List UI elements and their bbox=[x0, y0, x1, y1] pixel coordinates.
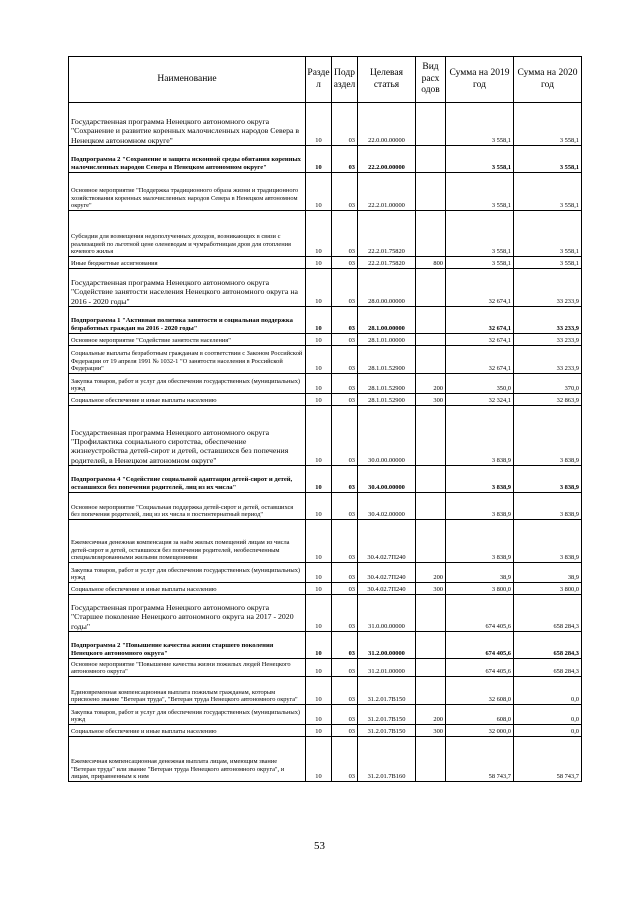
cell-target: 30.4.02.7П240 bbox=[358, 583, 416, 595]
table-row bbox=[69, 173, 582, 211]
cell-podrazdel: 03 bbox=[332, 257, 358, 269]
cell-podrazdel: 03 bbox=[332, 520, 358, 563]
cell-sum-2019: 3 838,9 bbox=[446, 466, 514, 493]
cell-sum-2020: 3 558,1 bbox=[514, 103, 582, 146]
cell-name: Подпрограмма 1 "Активная политика занятости и социальная поддержка безработных граждан на 2016 - 2020 годы" bbox=[69, 307, 306, 334]
cell-target: 22.2.01.75820 bbox=[358, 257, 416, 269]
cell-target: 31.2.01.7В150 bbox=[358, 725, 416, 737]
cell-sum-2020: 0,0 bbox=[514, 725, 582, 737]
cell-razdel: 10 bbox=[306, 677, 332, 705]
cell-vid bbox=[416, 595, 446, 632]
cell-sum-2020: 658 284,3 bbox=[514, 632, 582, 659]
cell-name: Подпрограмма 2 "Повышение качества жизни старшего поколения Ненецкого автономного округа" bbox=[69, 632, 306, 659]
table-body bbox=[69, 103, 582, 782]
cell-sum-2019: 3 558,1 bbox=[446, 257, 514, 269]
cell-sum-2020: 3 558,1 bbox=[514, 257, 582, 269]
cell-sum-2020: 370,0 bbox=[514, 374, 582, 394]
cell-sum-2019: 3 558,1 bbox=[446, 146, 514, 173]
cell-sum-2019: 32 608,0 bbox=[446, 677, 514, 705]
cell-target: 28.0.00.00000 bbox=[358, 269, 416, 307]
cell-sum-2019: 58 743,7 bbox=[446, 737, 514, 782]
cell-target: 30.4.02.7П240 bbox=[358, 520, 416, 563]
cell-podrazdel: 03 bbox=[332, 346, 358, 374]
cell-vid bbox=[416, 737, 446, 782]
table-row bbox=[69, 346, 582, 374]
cell-razdel: 10 bbox=[306, 520, 332, 563]
cell-name: Государственная программа Ненецкого автономного округа "Сохранение и развитие коренных малочисленных народов Севера в Ненецком автономном округе" bbox=[69, 103, 306, 146]
cell-razdel: 10 bbox=[306, 346, 332, 374]
cell-sum-2019: 674 405,6 bbox=[446, 595, 514, 632]
cell-name: Закупка товаров, работ и услуг для обеспечения государственных (муниципальных) нужд bbox=[69, 705, 306, 725]
header-target: Целевая статья bbox=[358, 57, 416, 103]
table-row bbox=[69, 493, 582, 520]
cell-razdel: 10 bbox=[306, 583, 332, 595]
table-row bbox=[69, 520, 582, 563]
cell-name: Субсидии для возмещения недополученных доходов, возникающих в связи с реализацией по льготной цене оленеводам и чумработницам дров для отопления кочевого жилья bbox=[69, 211, 306, 257]
cell-target: 22.2.01.75820 bbox=[358, 211, 416, 257]
cell-sum-2020: 0,0 bbox=[514, 677, 582, 705]
cell-vid: 800 bbox=[416, 257, 446, 269]
cell-target: 28.1.01.52900 bbox=[358, 374, 416, 394]
cell-podrazdel: 03 bbox=[332, 394, 358, 406]
cell-name: Основное мероприятие "Поддержка традиционного образа жизни и традиционного хозяйствования коренных малочисленных народов Севера в Ненецком автономном округе" bbox=[69, 173, 306, 211]
table-header-row bbox=[69, 57, 582, 103]
cell-vid bbox=[416, 103, 446, 146]
cell-sum-2019: 3 558,1 bbox=[446, 103, 514, 146]
cell-podrazdel: 03 bbox=[332, 334, 358, 346]
cell-sum-2019: 32 674,1 bbox=[446, 307, 514, 334]
cell-sum-2020: 33 233,9 bbox=[514, 269, 582, 307]
cell-razdel: 10 bbox=[306, 257, 332, 269]
cell-name: Закупка товаров, работ и услуг для обеспечения государственных (муниципальных) нужд bbox=[69, 374, 306, 394]
cell-sum-2019: 3 800,0 bbox=[446, 583, 514, 595]
cell-razdel: 10 bbox=[306, 493, 332, 520]
cell-target: 22.2.00.00000 bbox=[358, 146, 416, 173]
cell-razdel: 10 bbox=[306, 632, 332, 659]
cell-target: 28.1.00.00000 bbox=[358, 307, 416, 334]
cell-sum-2020: 33 233,9 bbox=[514, 307, 582, 334]
header-sum-2020: Сумма на 2020 год bbox=[514, 57, 582, 103]
cell-sum-2020: 3 558,1 bbox=[514, 146, 582, 173]
cell-podrazdel: 03 bbox=[332, 211, 358, 257]
table-row bbox=[69, 146, 582, 173]
cell-podrazdel: 03 bbox=[332, 173, 358, 211]
cell-vid bbox=[416, 677, 446, 705]
cell-sum-2019: 350,0 bbox=[446, 374, 514, 394]
table-row bbox=[69, 374, 582, 394]
page-number: 53 bbox=[314, 840, 325, 852]
cell-razdel: 10 bbox=[306, 705, 332, 725]
table-row bbox=[69, 705, 582, 725]
cell-sum-2019: 608,0 bbox=[446, 705, 514, 725]
table-row bbox=[69, 334, 582, 346]
cell-name: Государственная программа Ненецкого автономного округа "Содействие занятости населения Ненецкого автономного округа на 2016 - 2020 годы" bbox=[69, 269, 306, 307]
cell-podrazdel: 03 bbox=[332, 406, 358, 466]
cell-sum-2019: 3 838,9 bbox=[446, 406, 514, 466]
cell-razdel: 10 bbox=[306, 146, 332, 173]
cell-podrazdel: 03 bbox=[332, 103, 358, 146]
cell-vid bbox=[416, 659, 446, 677]
cell-name: Государственная программа Ненецкого автономного округа "Старшее поколение Ненецкого автономного округа на 2017 - 2020 годы" bbox=[69, 595, 306, 632]
cell-target: 31.2.01.00000 bbox=[358, 659, 416, 677]
cell-vid bbox=[416, 466, 446, 493]
cell-sum-2020: 32 863,9 bbox=[514, 394, 582, 406]
cell-sum-2019: 32 674,1 bbox=[446, 269, 514, 307]
cell-razdel: 10 bbox=[306, 334, 332, 346]
cell-name: Ежемесячная денежная компенсация за наём жилых помещений лицам из числа детей-сирот и детей, оставшихся без попечения родителей, необеспеченным специализированными жилыми помещениями bbox=[69, 520, 306, 563]
cell-podrazdel: 03 bbox=[332, 466, 358, 493]
cell-sum-2020: 38,9 bbox=[514, 563, 582, 583]
cell-name: Основное мероприятие "Содействие занятости населения" bbox=[69, 334, 306, 346]
cell-podrazdel: 03 bbox=[332, 307, 358, 334]
cell-target: 31.2.01.7В150 bbox=[358, 677, 416, 705]
cell-sum-2019: 32 674,1 bbox=[446, 334, 514, 346]
table-row bbox=[69, 737, 582, 782]
cell-vid: 300 bbox=[416, 583, 446, 595]
cell-podrazdel: 03 bbox=[332, 595, 358, 632]
cell-vid bbox=[416, 346, 446, 374]
cell-sum-2020: 3 558,1 bbox=[514, 211, 582, 257]
header-section: Разде л bbox=[306, 57, 332, 103]
cell-razdel: 10 bbox=[306, 374, 332, 394]
cell-podrazdel: 03 bbox=[332, 493, 358, 520]
cell-target: 30.4.00.00000 bbox=[358, 466, 416, 493]
cell-sum-2020: 3 838,9 bbox=[514, 493, 582, 520]
cell-name: Государственная программа Ненецкого автономного округа "Профилактика социального сиротства, обеспечение жизнеустройства детей-сирот и детей, оставшихся без попечения родителей, в Ненецком автономном округе" bbox=[69, 406, 306, 466]
cell-target: 31.0.00.00000 bbox=[358, 595, 416, 632]
cell-razdel: 10 bbox=[306, 737, 332, 782]
cell-sum-2019: 32 324,1 bbox=[446, 394, 514, 406]
cell-sum-2020: 3 838,9 bbox=[514, 520, 582, 563]
cell-name: Социальные выплаты безработным гражданам в соответствии с Законом Российской Федерации от 19 апреля 1991 № 1032-1 "О занятости населения в Российской Федерации" bbox=[69, 346, 306, 374]
cell-vid bbox=[416, 307, 446, 334]
cell-razdel: 10 bbox=[306, 269, 332, 307]
cell-target: 30.4.02.00000 bbox=[358, 493, 416, 520]
header-sum-2019: Сумма на 2019 год bbox=[446, 57, 514, 103]
cell-sum-2019: 3 838,9 bbox=[446, 520, 514, 563]
cell-sum-2019: 674 405,6 bbox=[446, 659, 514, 677]
cell-sum-2019: 32 000,0 bbox=[446, 725, 514, 737]
cell-razdel: 10 bbox=[306, 725, 332, 737]
table-row bbox=[69, 466, 582, 493]
table-row bbox=[69, 307, 582, 334]
table-row bbox=[69, 269, 582, 307]
cell-name: Иные бюджетные ассигнования bbox=[69, 257, 306, 269]
cell-target: 31.2.01.7В150 bbox=[358, 705, 416, 725]
cell-razdel: 10 bbox=[306, 211, 332, 257]
cell-razdel: 10 bbox=[306, 466, 332, 493]
cell-sum-2020: 0,0 bbox=[514, 705, 582, 725]
cell-razdel: 10 bbox=[306, 595, 332, 632]
cell-razdel: 10 bbox=[306, 563, 332, 583]
cell-target: 22.0.00.00000 bbox=[358, 103, 416, 146]
table-row bbox=[69, 563, 582, 583]
table-row bbox=[69, 583, 582, 595]
cell-name: Основное мероприятие "Социальная поддержка детей-сирот и детей, оставшихся без попечения родителей, лиц из их числа в постинтернатный период" bbox=[69, 493, 306, 520]
table-row bbox=[69, 725, 582, 737]
cell-vid bbox=[416, 406, 446, 466]
cell-vid: 200 bbox=[416, 374, 446, 394]
cell-sum-2020: 3 838,9 bbox=[514, 466, 582, 493]
cell-razdel: 10 bbox=[306, 406, 332, 466]
cell-sum-2020: 658 284,3 bbox=[514, 659, 582, 677]
cell-razdel: 10 bbox=[306, 103, 332, 146]
cell-vid: 300 bbox=[416, 394, 446, 406]
cell-vid bbox=[416, 334, 446, 346]
cell-name: Социальное обеспечение и иные выплаты населению bbox=[69, 725, 306, 737]
cell-sum-2019: 38,9 bbox=[446, 563, 514, 583]
cell-sum-2020: 33 233,9 bbox=[514, 334, 582, 346]
cell-razdel: 10 bbox=[306, 394, 332, 406]
cell-target: 30.4.02.7П240 bbox=[358, 563, 416, 583]
header-name: Наименование bbox=[69, 57, 306, 103]
table-row bbox=[69, 595, 582, 632]
cell-sum-2020: 3 838,9 bbox=[514, 406, 582, 466]
cell-sum-2020: 3 558,1 bbox=[514, 173, 582, 211]
table-row bbox=[69, 632, 582, 659]
cell-razdel: 10 bbox=[306, 659, 332, 677]
cell-vid bbox=[416, 493, 446, 520]
table-row bbox=[69, 257, 582, 269]
cell-target: 31.2.01.7В160 bbox=[358, 737, 416, 782]
cell-sum-2020: 3 800,0 bbox=[514, 583, 582, 595]
cell-name: Основное мероприятие "Повышение качества жизни пожилых людей Ненецкого автономного округа" bbox=[69, 659, 306, 677]
budget-table bbox=[68, 56, 582, 782]
cell-name: Закупка товаров, работ и услуг для обеспечения государственных (муниципальных) нужд bbox=[69, 563, 306, 583]
table-row bbox=[69, 394, 582, 406]
cell-sum-2019: 3 558,1 bbox=[446, 173, 514, 211]
cell-target: 30.0.00.00000 bbox=[358, 406, 416, 466]
cell-sum-2019: 3 558,1 bbox=[446, 211, 514, 257]
cell-podrazdel: 03 bbox=[332, 659, 358, 677]
cell-sum-2020: 33 233,9 bbox=[514, 346, 582, 374]
table-row bbox=[69, 103, 582, 146]
cell-podrazdel: 03 bbox=[332, 563, 358, 583]
cell-target: 31.2.00.00000 bbox=[358, 632, 416, 659]
cell-podrazdel: 03 bbox=[332, 705, 358, 725]
cell-vid bbox=[416, 269, 446, 307]
cell-podrazdel: 03 bbox=[332, 583, 358, 595]
cell-vid bbox=[416, 520, 446, 563]
cell-name: Социальное обеспечение и иные выплаты населению bbox=[69, 394, 306, 406]
cell-name: Ежемесячная компенсационная денежная выплата лицам, имеющим звание "Ветеран труда" или звание "Ветеран труда Ненецкого автономного округа", и лицам, приравненным к ним bbox=[69, 737, 306, 782]
cell-sum-2020: 58 743,7 bbox=[514, 737, 582, 782]
cell-vid: 300 bbox=[416, 725, 446, 737]
cell-vid bbox=[416, 146, 446, 173]
table-row bbox=[69, 659, 582, 677]
cell-vid bbox=[416, 632, 446, 659]
cell-sum-2019: 674 405,6 bbox=[446, 632, 514, 659]
cell-podrazdel: 03 bbox=[332, 374, 358, 394]
cell-name: Социальное обеспечение и иные выплаты населению bbox=[69, 583, 306, 595]
cell-razdel: 10 bbox=[306, 173, 332, 211]
cell-sum-2020: 658 284,3 bbox=[514, 595, 582, 632]
cell-target: 28.1.01.00000 bbox=[358, 334, 416, 346]
cell-podrazdel: 03 bbox=[332, 725, 358, 737]
cell-sum-2019: 3 838,9 bbox=[446, 493, 514, 520]
cell-vid: 200 bbox=[416, 563, 446, 583]
cell-podrazdel: 03 bbox=[332, 269, 358, 307]
cell-razdel: 10 bbox=[306, 307, 332, 334]
cell-vid bbox=[416, 173, 446, 211]
cell-podrazdel: 03 bbox=[332, 146, 358, 173]
cell-target: 28.1.01.52900 bbox=[358, 394, 416, 406]
header-subsection: Подр аздел bbox=[332, 57, 358, 103]
cell-podrazdel: 03 bbox=[332, 632, 358, 659]
cell-name: Подпрограмма 4 "Содействие социальной адаптации детей-сирот и детей, оставшихся без попечения родителей, лиц из их числа" bbox=[69, 466, 306, 493]
cell-target: 28.1.01.52900 bbox=[358, 346, 416, 374]
cell-vid bbox=[416, 211, 446, 257]
cell-podrazdel: 03 bbox=[332, 677, 358, 705]
cell-vid: 200 bbox=[416, 705, 446, 725]
cell-name: Единовременная компенсационная выплата пожилым гражданам, которым присвоено звание "Ветеран труда", "Ветеран труда Ненецкого автономного округа" bbox=[69, 677, 306, 705]
table-row bbox=[69, 677, 582, 705]
cell-sum-2019: 32 674,1 bbox=[446, 346, 514, 374]
cell-podrazdel: 03 bbox=[332, 737, 358, 782]
cell-name: Подпрограмма 2 "Сохранение и защита исконной среды обитания коренных малочисленных народов Севера в Ненецком автономном округе" bbox=[69, 146, 306, 173]
cell-target: 22.2.01.00000 bbox=[358, 173, 416, 211]
header-type: Вид расх одов bbox=[416, 57, 446, 103]
table-row bbox=[69, 211, 582, 257]
table-row bbox=[69, 406, 582, 466]
